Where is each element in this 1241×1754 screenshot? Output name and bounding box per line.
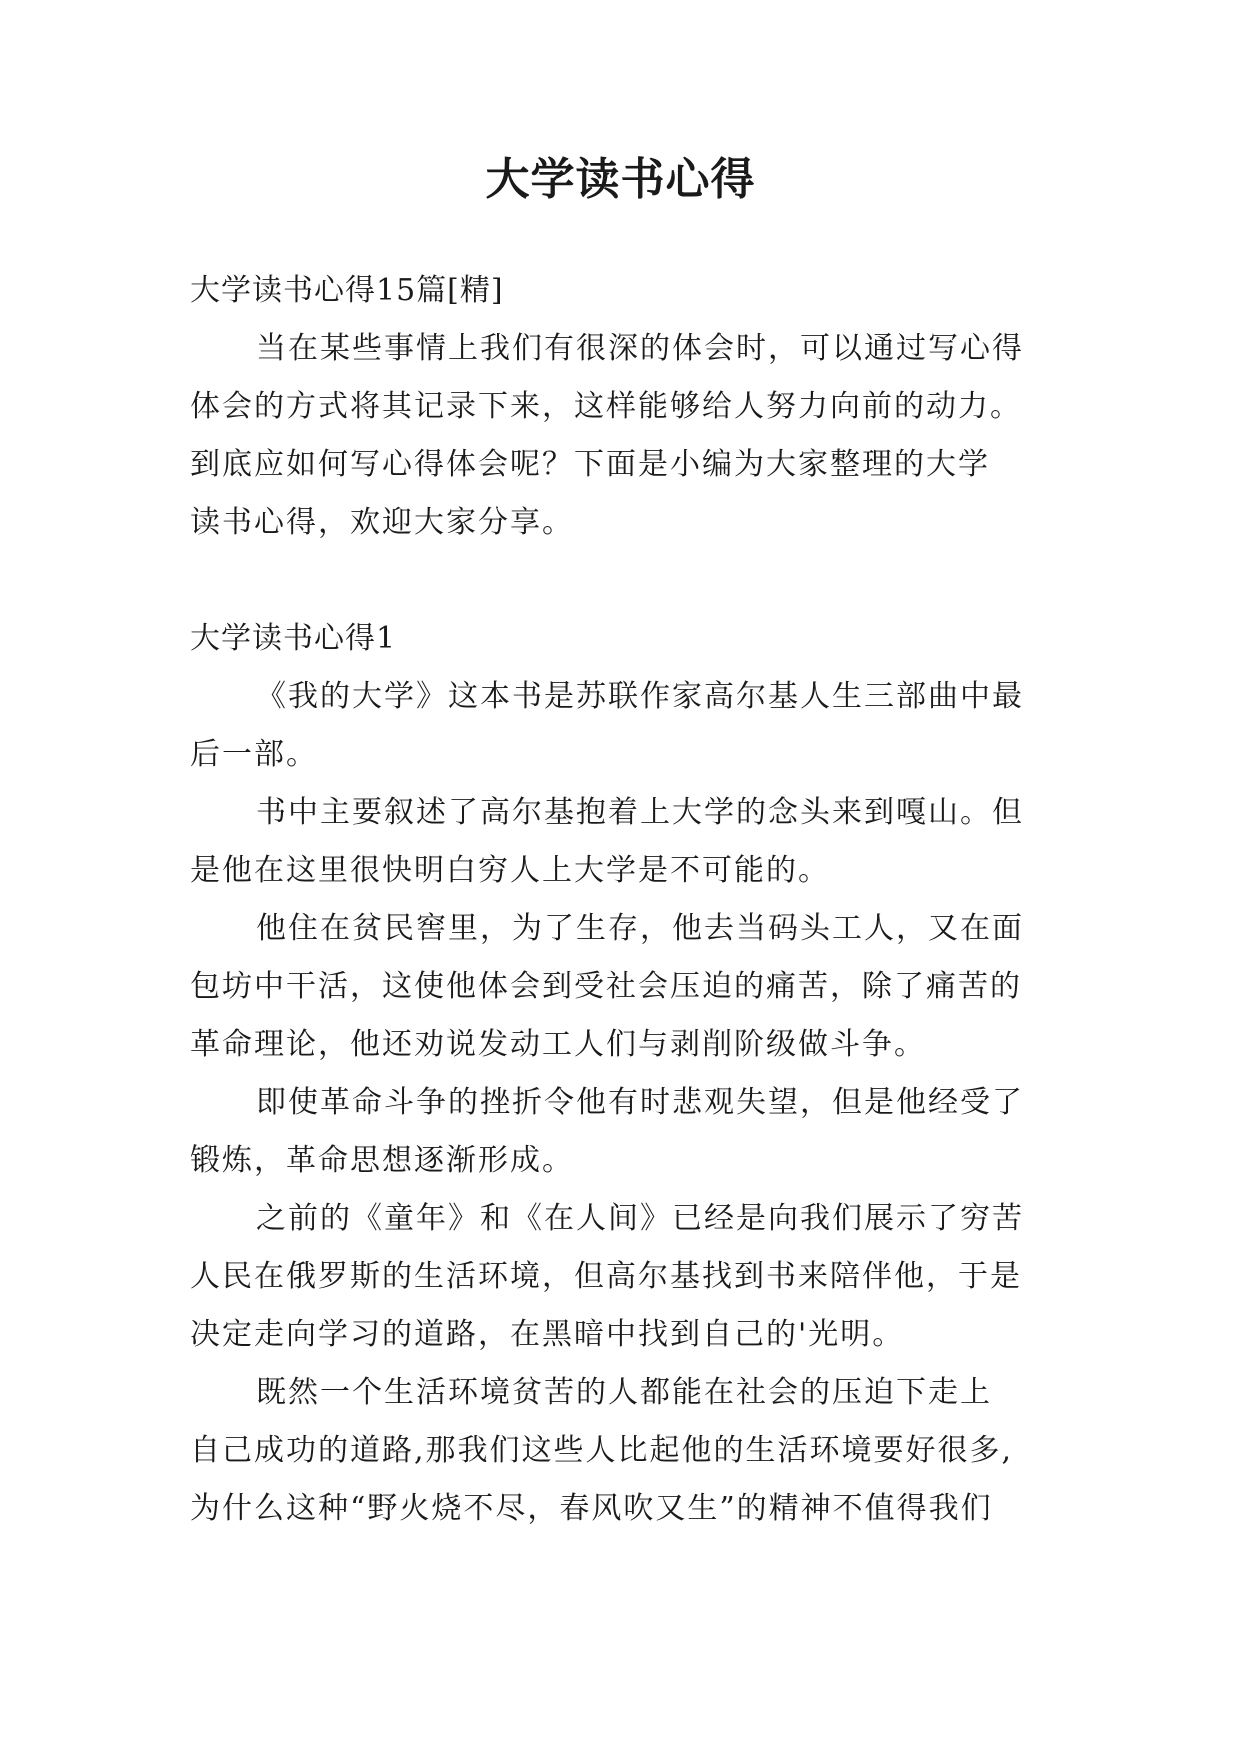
paragraph: [190, 1190, 1070, 1364]
paragraph-line: 《我的大学》这本书是苏联作家高尔基人生三部曲中最: [256, 679, 1024, 714]
blank-line: [190, 552, 1070, 610]
section-heading: 大学读书心得1: [190, 621, 397, 656]
paragraph: [190, 784, 1070, 900]
paragraph-line: 锻炼，革命思想逐渐形成。: [190, 1143, 574, 1178]
intro-paragraph: [190, 320, 1070, 552]
document-title: 大学读书心得: [485, 154, 756, 205]
paragraph-line: 自己成功的道路,那我们这些人比起他的生活环境要好很多,: [190, 1433, 1014, 1468]
intro-line: 体会的方式将其记录下来，这样能够给人努力向前的动力。: [190, 389, 1022, 424]
paragraph-line: 革命理论，他还劝说发动工人们与剥削阶级做斗争。: [190, 1027, 926, 1062]
paragraph: [190, 1364, 1070, 1538]
paragraph-line: 他住在贫民窖里，为了生存，他去当码头工人，又在面: [256, 911, 1024, 946]
document-body: [190, 262, 1070, 1538]
paragraph-line: 即使革命斗争的挫折令他有时悲观失望，但是他经受了: [256, 1085, 1024, 1120]
paragraph-line: 后一部。: [190, 737, 318, 772]
paragraph-line: 为什么这种“野火烧不尽，春风吹又生”的精神不值得我们: [190, 1491, 993, 1526]
paragraph: [190, 900, 1070, 1074]
paragraph-line: 人民在俄罗斯的生活环境，但高尔基找到书来陪伴他，于是: [190, 1259, 1022, 1294]
paragraph: [190, 1074, 1070, 1190]
paragraph-line: 书中主要叙述了高尔基抱着上大学的念头来到嘎山。但: [256, 795, 1024, 830]
document-subtitle: 大学读书心得15篇[精]: [190, 273, 504, 308]
intro-line: 读书心得，欢迎大家分享。: [190, 505, 574, 540]
paragraph-line: 是他在这里很快明白穷人上大学是不可能的。: [190, 853, 830, 888]
paragraph-line: 之前的《童年》和《在人间》已经是向我们展示了穷苦: [256, 1201, 1024, 1236]
intro-line: 当在某些事情上我们有很深的体会时，可以通过写心得: [256, 331, 1024, 366]
paragraph-line: 包坊中干活，这使他体会到受社会压迫的痛苦，除了痛苦的: [190, 969, 1022, 1004]
paragraph-line: 既然一个生活环境贫苦的人都能在社会的压迫下走上: [256, 1375, 992, 1410]
paragraph-line: 决定走向学习的道路，在黑暗中找到自己的'光明。: [190, 1317, 905, 1352]
paragraph: [190, 668, 1070, 784]
intro-line: 到底应如何写心得体会呢？下面是小编为大家整理的大学: [190, 447, 990, 482]
